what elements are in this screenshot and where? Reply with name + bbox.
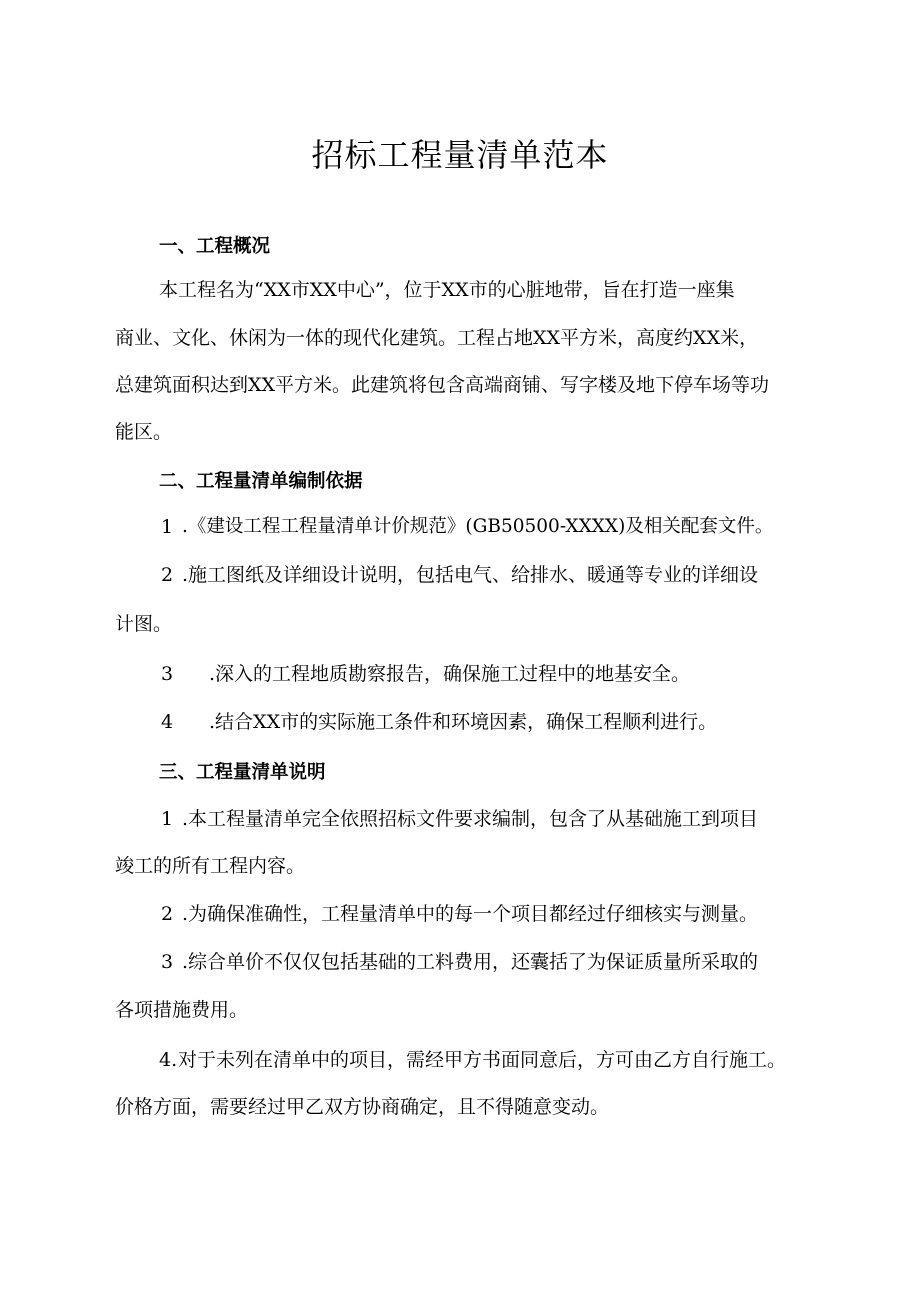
basis-item-2-line-2: 计图。 — [115, 613, 173, 635]
notes-item-4-line-1: 对于未列在清单中的项目，需经甲方书面同意后，方可由乙方自行施工。 — [178, 1049, 787, 1071]
notes-item-1-line-2: 竣工的所有工程内容。 — [115, 855, 306, 877]
section-heading-notes: 三、工程量清单说明 — [159, 762, 326, 783]
basis-item-4-number: 4 — [161, 711, 174, 733]
notes-item-2-line-1: .为确保准确性，工程量清单中的每一个项目都经过仔细核实与测量。 — [182, 903, 759, 925]
overview-line-4: 能区。 — [115, 421, 173, 443]
basis-item-1-number: 1 — [161, 516, 174, 538]
basis-item-2-number: 2 — [161, 564, 174, 586]
notes-item-3-number: 3 — [161, 951, 174, 973]
notes-item-1-number: 1 — [161, 808, 174, 830]
notes-item-1-line-1: .本工程量清单完全依照招标文件要求编制，包含了从基础施工到项目 — [182, 808, 759, 830]
document-title: 招标工程量清单范本 — [311, 136, 609, 174]
basis-item-3-number: 3 — [161, 663, 174, 685]
basis-item-3-line-1: .深入的工程地质勘察报告，确保施工过程中的地基安全。 — [209, 663, 691, 685]
section-heading-overview: 一、工程概况 — [159, 236, 271, 257]
notes-item-4-line-2: 价格方面，需要经过甲乙双方协商确定，且不得随意变动。 — [115, 1096, 610, 1118]
notes-item-4-number: 4. — [159, 1049, 178, 1071]
section-heading-basis: 二、工程量清单编制依据 — [159, 471, 363, 492]
basis-item-4-line-1: .结合XX市的实际施工条件和环境因素，确保工程顺利进行。 — [209, 711, 718, 733]
notes-item-3-line-2: 各项措施费用。 — [115, 999, 249, 1021]
notes-item-2-number: 2 — [161, 903, 174, 925]
overview-line-2: 商业、文化、休闲为一体的现代化建筑。工程占地XX平方米，高度约XX米， — [115, 327, 759, 349]
overview-line-3: 总建筑面积达到XX平方米。此建筑将包含高端商铺、写字楼及地下停车场等功 — [115, 374, 770, 396]
basis-item-2-line-1: .施工图纸及详细设计说明，包括电气、给排水、暖通等专业的详细设 — [182, 564, 759, 586]
overview-line-1: 本工程名为“XX市XX中心”，位于XX市的心脏地带，旨在打造一座集 — [159, 279, 735, 301]
notes-item-3-line-1: .综合单价不仅仅包括基础的工料费用，还囊括了为保证质量所采取的 — [182, 951, 759, 973]
basis-item-1-line-1: .《建设工程工程量清单计价规范》(GB50500-XXXX)及相关配套文件。 — [182, 516, 774, 537]
